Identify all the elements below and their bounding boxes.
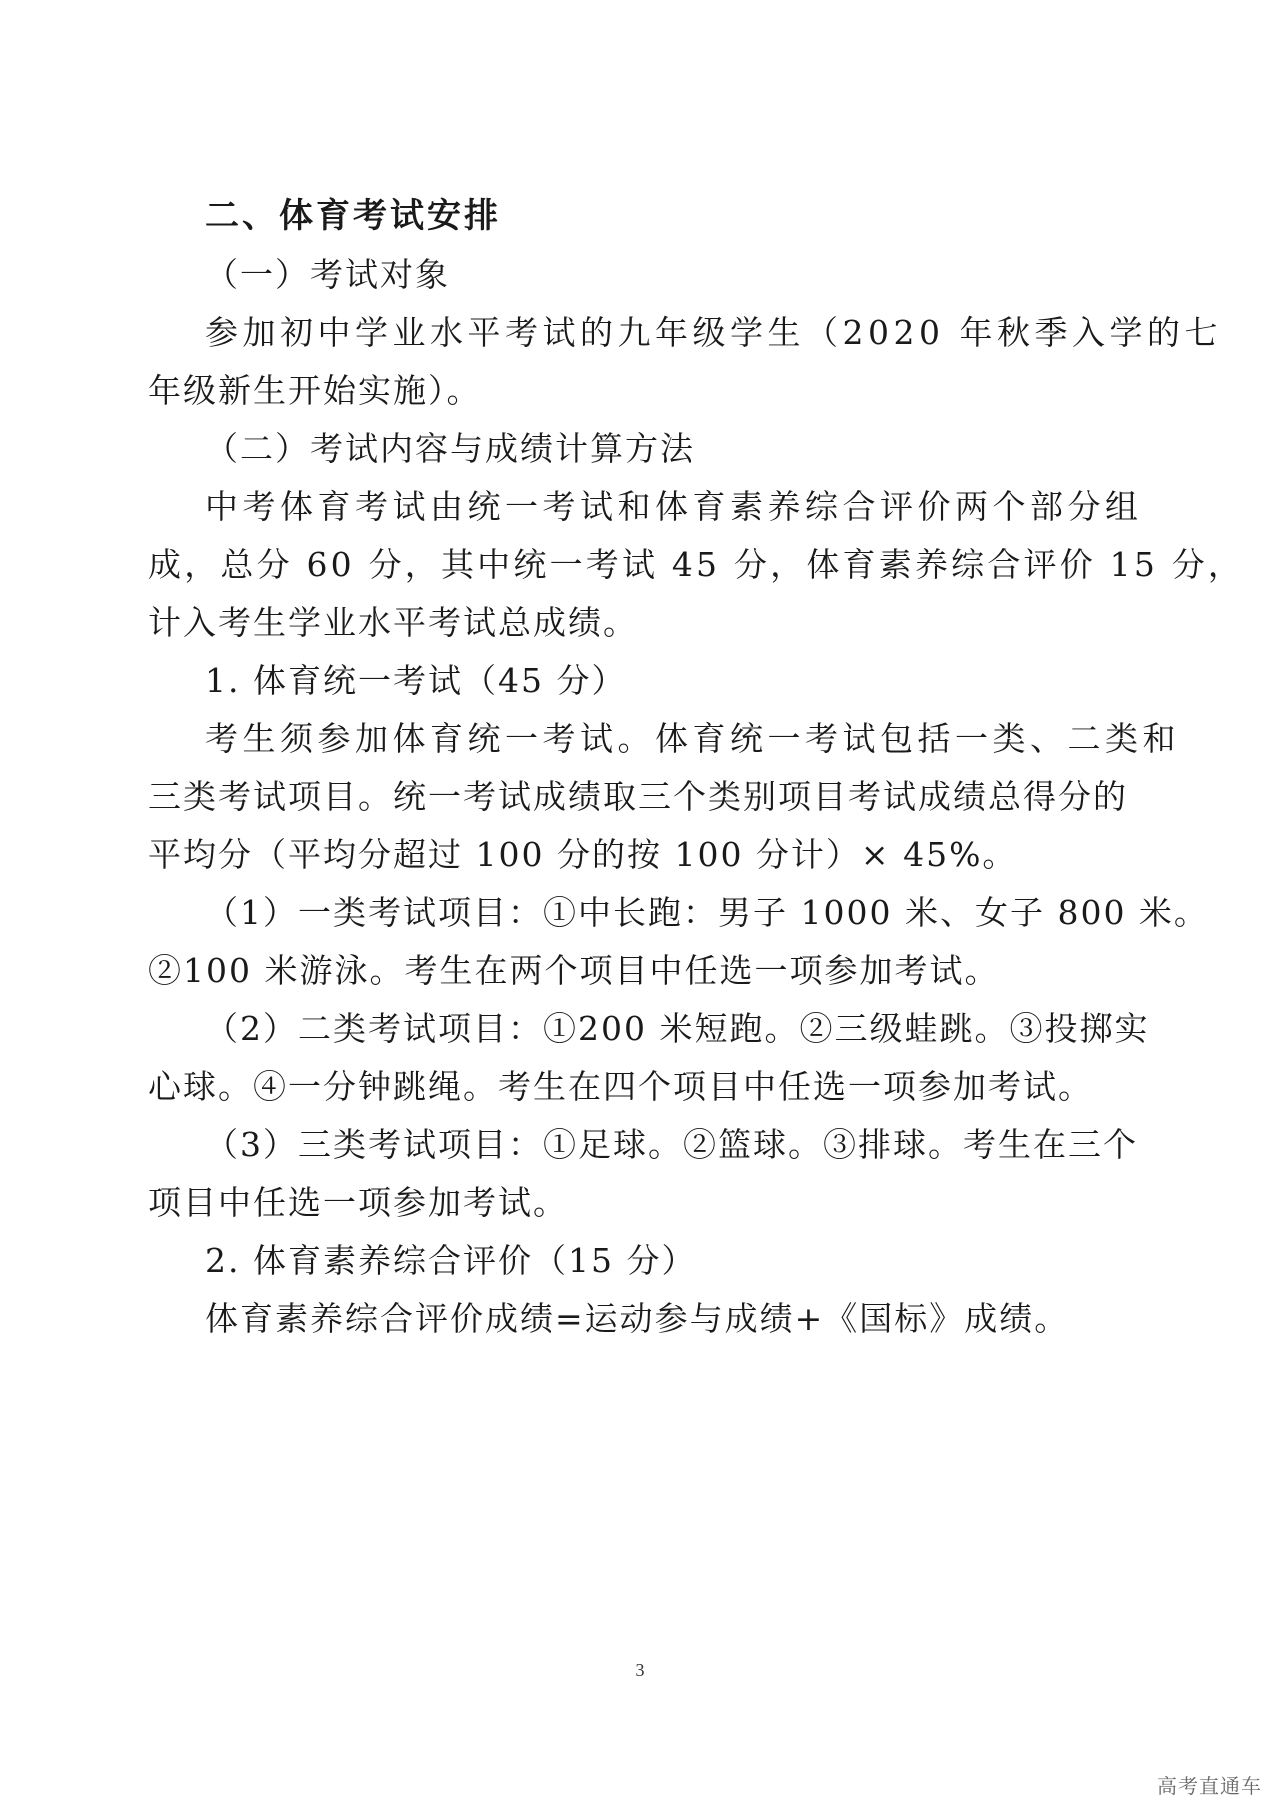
paragraph-line: 参加初中学业水平考试的九年级学生（2020 年秋季入学的七 (205, 313, 1222, 352)
item-heading: 1. 体育统一考试（45 分） (205, 661, 627, 700)
paragraph-line: 年级新生开始实施）。 (148, 371, 482, 410)
paragraph-line: 心球。④一分钟跳绳。考生在四个项目中任选一项参加考试。 (148, 1067, 1093, 1106)
paragraph-line: ②100 米游泳。考生在两个项目中任选一项参加考试。 (148, 951, 1000, 990)
item-heading: 2. 体育素养综合评价（15 分） (205, 1241, 697, 1280)
paragraph-line: 项目中任选一项参加考试。 (148, 1183, 568, 1222)
paragraph-line: 中考体育考试由统一考试和体育素养综合评价两个部分组 (205, 487, 1143, 526)
paragraph-line: 计入考生学业水平考试总成绩。 (148, 603, 638, 642)
paragraph-line: （1）一类考试项目：①中长跑：男子 1000 米、女子 800 米。 (205, 893, 1209, 932)
subsection-heading: （二）考试内容与成绩计算方法 (205, 429, 695, 468)
paragraph-line: （2）二类考试项目：①200 米短跑。②三级蛙跳。③投掷实 (205, 1009, 1150, 1048)
paragraph-line: （3）三类考试项目：①足球。②篮球。③排球。考生在三个 (205, 1125, 1138, 1164)
paragraph-line: 体育素养综合评价成绩=运动参与成绩+《国标》成绩。 (205, 1299, 1070, 1338)
paragraph-line: 三类考试项目。统一考试成绩取三个类别项目考试成绩总得分的 (148, 777, 1128, 816)
paragraph-line: 考生须参加体育统一考试。体育统一考试包括一类、二类和 (205, 719, 1180, 758)
page-number: 3 (635, 1660, 645, 1680)
watermark: 高考直通车 (1157, 1774, 1262, 1798)
section-heading: 二、体育考试安排 (205, 196, 501, 236)
paragraph-line: 平均分（平均分超过 100 分的按 100 分计）× 45%。 (148, 835, 1018, 874)
subsection-heading: （一）考试对象 (205, 255, 450, 294)
paragraph-line: 成，总分 60 分，其中统一考试 45 分，体育素养综合评价 15 分， (148, 545, 1245, 584)
